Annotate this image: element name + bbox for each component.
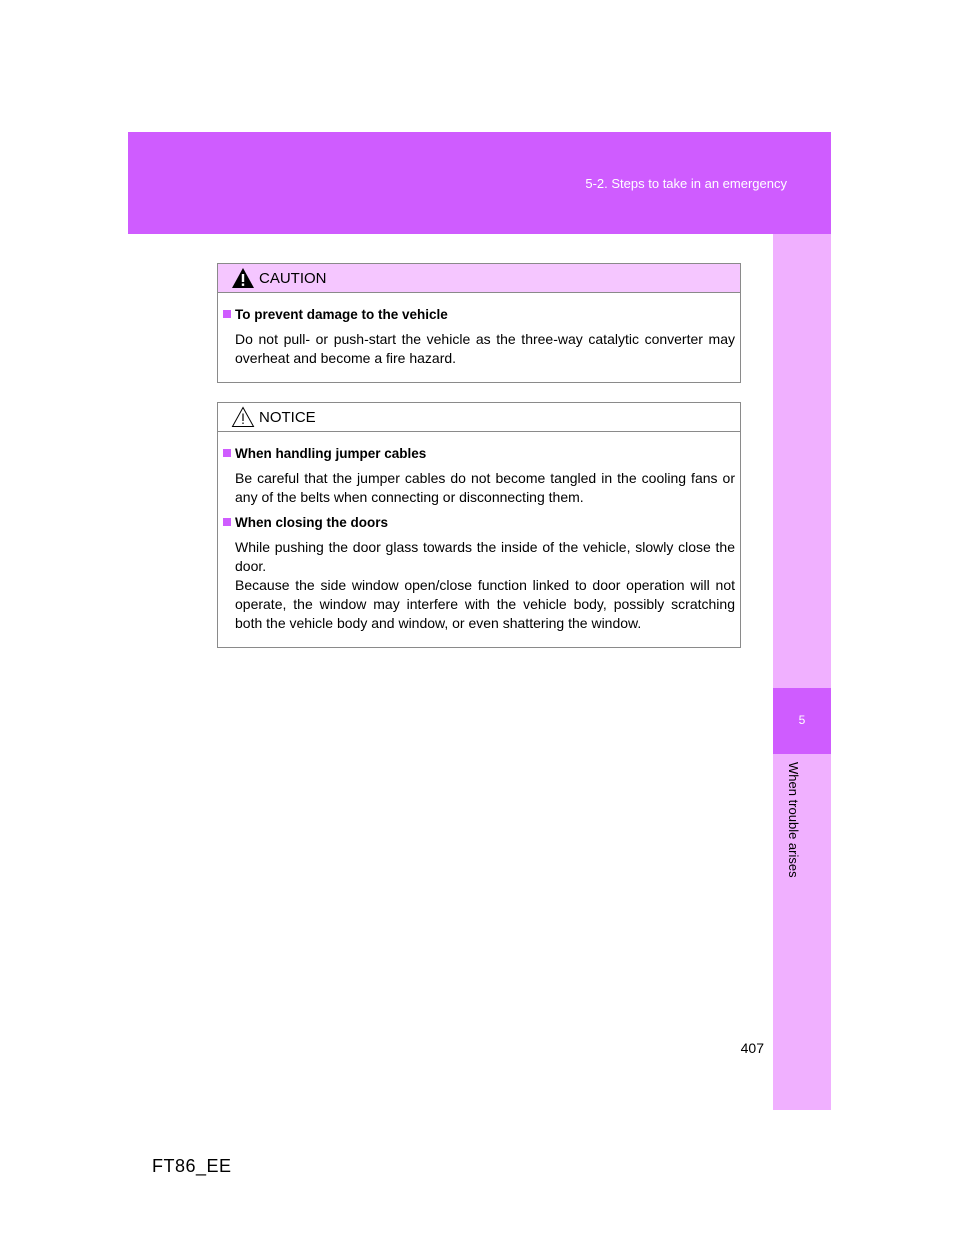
notice-box bbox=[217, 402, 741, 648]
notice-item-title-text: When handling jumper cables bbox=[235, 446, 427, 461]
notice-warning-icon bbox=[231, 406, 255, 428]
caution-body bbox=[218, 293, 740, 368]
square-bullet-icon bbox=[223, 518, 231, 526]
caution-item-title-text: To prevent damage to the vehicle bbox=[235, 307, 448, 322]
notice-item bbox=[223, 446, 735, 507]
square-bullet-icon bbox=[223, 449, 231, 457]
notice-header bbox=[218, 403, 740, 432]
chapter-number: 5 bbox=[798, 713, 806, 727]
caution-header bbox=[218, 264, 740, 293]
caution-label: CAUTION bbox=[259, 270, 327, 287]
page-number: 407 bbox=[740, 1040, 764, 1056]
side-tab bbox=[773, 234, 831, 1110]
caution-item bbox=[223, 307, 735, 368]
notice-item-text: Be careful that the jumper cables do not become tangled in the cooling fans or any of the belts when connecting or disconnecting them. bbox=[235, 470, 735, 505]
notice-body bbox=[218, 432, 740, 633]
warning-icon bbox=[231, 267, 255, 289]
notice-label: NOTICE bbox=[259, 409, 316, 426]
chapter-title: When trouble arises bbox=[786, 762, 801, 878]
footer-code: FT86_EE bbox=[152, 1156, 232, 1176]
notice-item-title bbox=[223, 515, 735, 530]
caution-item-text: Do not pull- or push-start the vehicle as the three-way catalytic converter may overheat and become a fire hazard. bbox=[235, 331, 735, 366]
notice-item bbox=[223, 515, 735, 633]
notice-item-text: While pushing the door glass towards the inside of the vehicle, slowly close the door. bbox=[235, 539, 735, 574]
chapter-tab bbox=[773, 688, 831, 754]
caution-item-title bbox=[223, 307, 735, 322]
notice-item-title bbox=[223, 446, 735, 461]
notice-item-title-text: When closing the doors bbox=[235, 515, 389, 530]
section-title: 5-2. Steps to take in an emergency bbox=[585, 176, 787, 191]
square-bullet-icon bbox=[223, 310, 231, 318]
notice-item-text: Because the side window open/close function linked to door operation will not operate, the window may interfere with the vehicle body, possibly scratching both the vehicle body and window, or even shattering the window. bbox=[235, 577, 735, 631]
page-header bbox=[128, 132, 831, 234]
caution-box bbox=[217, 263, 741, 383]
chapter-title-wrap bbox=[786, 762, 816, 892]
